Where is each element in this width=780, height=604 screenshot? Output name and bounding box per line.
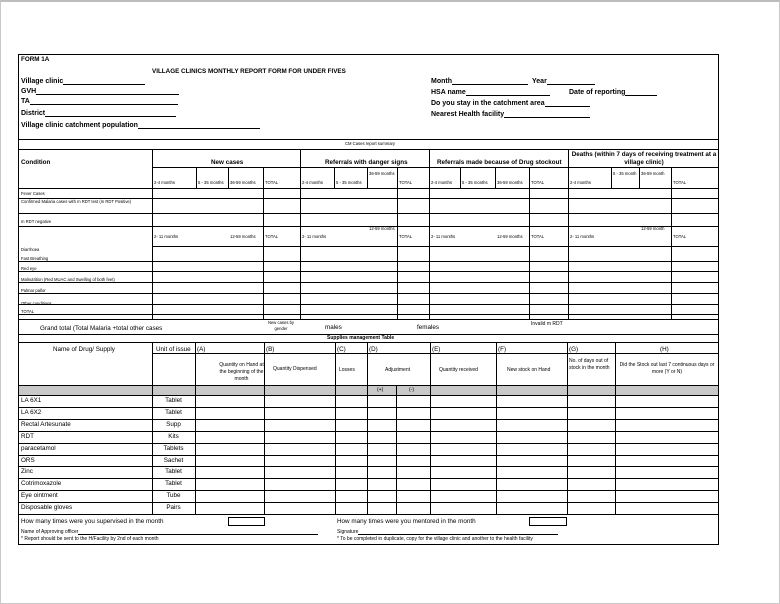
field-catchment-question[interactable] xyxy=(431,100,590,107)
col-a-letter: (A) xyxy=(197,346,206,353)
condition-row-label: Confirmed Malaria cases with m RDT test (m RDT Positive) xyxy=(21,199,132,204)
field-date-of-reporting[interactable] xyxy=(569,89,657,96)
unit-header: Unit of issue xyxy=(156,346,191,353)
supervised-count-box[interactable] xyxy=(228,517,265,526)
age-header: 5 - 35 month xyxy=(613,171,637,176)
note-left: * Report should be sent to the H/Facility by 2nd of each month xyxy=(21,536,159,542)
col-c-text: Losses xyxy=(339,367,355,373)
divider xyxy=(19,293,718,294)
field-label: Year xyxy=(532,78,547,85)
divider xyxy=(19,139,718,140)
col-h-letter: (H) xyxy=(660,346,669,353)
divider xyxy=(19,261,718,262)
divider xyxy=(19,395,718,396)
age-header: 2- 11 months xyxy=(570,234,595,239)
col-d-letter: (D) xyxy=(369,346,378,353)
divider xyxy=(19,188,718,189)
divider xyxy=(263,167,264,319)
condition-row-label: Diarrhoea xyxy=(21,247,40,252)
field-label: Village clinic xyxy=(21,78,64,85)
approving-officer-field[interactable] xyxy=(21,529,318,535)
col-a-text: Quantity on Hand at the beginning of the month xyxy=(219,362,264,382)
supplies-caption: Supplies management Table xyxy=(327,335,395,341)
condition-row-label: m RDT negative xyxy=(21,219,52,224)
divider xyxy=(264,342,265,514)
col-g-text: No. of days out of stock in the month xyxy=(569,358,610,371)
divider xyxy=(19,149,718,150)
supply-row-divider xyxy=(19,443,718,444)
supply-item-unit: Tablet xyxy=(165,397,182,404)
condition-row-label: Palmar pallor xyxy=(21,288,46,293)
condition-header: Condition xyxy=(21,159,51,166)
supply-item-name: paracetamol xyxy=(21,444,56,452)
col-c-letter: (C) xyxy=(337,346,346,353)
divider xyxy=(335,342,336,514)
supply-item-name: Rectal Artesunate xyxy=(21,420,71,428)
divider xyxy=(19,271,718,272)
divider xyxy=(334,167,335,188)
col-f-text: New stock on Hand xyxy=(507,367,551,373)
field-line xyxy=(36,94,179,95)
field-label: Name of Approving officer xyxy=(21,529,79,535)
drug-header: Name of Drug/ Supply xyxy=(53,346,115,353)
col-d-text: Adjustment xyxy=(385,367,411,373)
field-label: Nearest Health facility xyxy=(431,111,505,118)
age-header: TOTAL xyxy=(531,234,545,239)
age-header: 5 - 35 months xyxy=(462,180,488,185)
supply-item-name: RDT xyxy=(21,432,34,440)
field-line xyxy=(452,84,528,85)
supply-item-name: LA 6X1 xyxy=(21,397,42,404)
age-header: 12-59 months xyxy=(369,226,395,231)
supply-row-divider xyxy=(19,455,718,456)
divider xyxy=(367,167,368,188)
field-line xyxy=(466,95,550,96)
supply-row-divider xyxy=(19,407,718,408)
group-deaths: Deaths (within 7 days of receiving treatment at a village clinic) xyxy=(571,151,717,166)
field-line xyxy=(358,534,558,535)
supply-item-unit: Tube xyxy=(166,492,181,500)
divider xyxy=(396,385,397,514)
supply-row-divider xyxy=(19,502,718,503)
field-line xyxy=(30,104,178,105)
supplies-shaded-band xyxy=(19,385,718,395)
age-header: TOTAL xyxy=(399,234,413,239)
supply-item-unit: Pairs xyxy=(166,504,181,512)
supply-item-unit: Tablet xyxy=(165,468,182,476)
adjustment-plus: (+) xyxy=(377,387,384,393)
divider xyxy=(19,213,718,214)
field-label: Month xyxy=(431,78,452,85)
field-ta[interactable] xyxy=(21,98,178,105)
supply-row-divider xyxy=(19,478,718,479)
col-e-letter: (E) xyxy=(432,346,441,353)
age-header: 2-4 months xyxy=(570,180,591,185)
field-line xyxy=(138,128,260,129)
males-label: males xyxy=(325,324,342,331)
supply-item-unit: Tablets xyxy=(163,444,184,452)
field-line xyxy=(545,106,590,107)
divider xyxy=(300,149,301,319)
age-header: 2-4 months xyxy=(302,180,323,185)
col-g-letter: (G) xyxy=(569,346,579,353)
divider xyxy=(429,149,430,319)
group-referrals-danger: Referrals with danger signs xyxy=(325,159,408,166)
age-header: 2-4 months xyxy=(154,180,175,185)
age-header: 2- 11 months xyxy=(154,234,179,239)
col-b-text: Quantity Dispensed xyxy=(273,366,317,372)
field-line xyxy=(547,84,595,85)
field-label: Signature xyxy=(337,529,359,535)
divider xyxy=(19,314,718,315)
divider xyxy=(19,282,718,283)
divider xyxy=(639,167,640,188)
supply-item-name: Disposable gloves xyxy=(21,504,73,512)
age-header: TOTAL xyxy=(399,180,413,185)
divider xyxy=(19,319,718,320)
mentored-count-box[interactable] xyxy=(529,517,567,526)
divider xyxy=(611,167,612,188)
form-id: FORM 1A xyxy=(21,56,50,63)
col-e-text: Quantity received xyxy=(439,367,478,373)
field-label: District xyxy=(21,110,46,117)
age-header: 12-59 month xyxy=(641,226,665,231)
divider xyxy=(397,167,398,319)
divider xyxy=(460,167,461,188)
age-header: 36-59 months xyxy=(497,180,523,185)
divider xyxy=(430,342,431,514)
field-label: GVH xyxy=(21,88,37,95)
supply-item-unit: Tablet xyxy=(165,480,182,488)
supply-row-divider xyxy=(19,431,718,432)
condition-row-label: Fever Cases xyxy=(21,191,45,196)
divider xyxy=(495,167,496,188)
signature-field[interactable] xyxy=(337,529,558,535)
divider xyxy=(152,342,153,514)
supply-row-divider xyxy=(19,466,718,467)
group-referrals-stockout: Referrals made because of Drug stockout xyxy=(437,159,562,166)
field-hsa-name[interactable] xyxy=(431,89,550,96)
note-right: * To be completed in duplicate, copy for the village clinic and another to the health facility xyxy=(337,536,533,542)
field-district[interactable] xyxy=(21,110,176,117)
divider xyxy=(152,246,718,247)
divider xyxy=(568,149,569,319)
condition-row-label: Red eye xyxy=(21,266,37,271)
field-line xyxy=(63,84,145,85)
divider xyxy=(496,342,497,514)
age-header: 36-59 months xyxy=(369,171,395,176)
supply-item-unit: Tablet xyxy=(165,408,182,416)
divider xyxy=(615,342,616,514)
divider xyxy=(152,353,718,354)
adjustment-minus: (-) xyxy=(409,387,414,393)
supply-item-unit: Supp xyxy=(166,420,181,428)
divider xyxy=(529,167,530,319)
supply-row-divider xyxy=(19,419,718,420)
age-header: TOTAL xyxy=(673,180,687,185)
divider xyxy=(196,167,197,188)
divider xyxy=(195,342,196,514)
age-header: 12-59 months xyxy=(230,234,256,239)
age-header: TOTAL xyxy=(531,180,545,185)
divider xyxy=(671,167,672,319)
divider xyxy=(19,385,718,386)
age-header: TOTAL xyxy=(265,234,279,239)
divider xyxy=(152,149,153,319)
age-header: 2- 11 months xyxy=(431,234,456,239)
mentored-question: How many times were you mentored in the month xyxy=(337,518,476,525)
supply-item-name: Eye ointment xyxy=(21,492,58,500)
supply-item-unit: Kits xyxy=(168,432,179,440)
condition-row-label: Other conditions xyxy=(21,301,52,306)
divider xyxy=(19,342,718,343)
divider xyxy=(19,304,718,305)
col-b-letter: (B) xyxy=(266,346,275,353)
field-label: Do you stay in the catchment area xyxy=(431,100,545,107)
field-month[interactable] xyxy=(431,78,528,85)
field-nearest-facility[interactable] xyxy=(431,111,590,118)
cm-caption: CM Cases report summary xyxy=(345,141,396,146)
supervised-question: How many times were you supervised in the month xyxy=(21,518,164,525)
condition-row-label: Fast Breathing xyxy=(21,256,49,261)
supply-item-unit: Sachet xyxy=(163,456,184,464)
grand-total-label: Grand total (Total Malaria +total other cases xyxy=(40,325,163,332)
field-gvh[interactable] xyxy=(21,88,179,95)
females-label: females xyxy=(417,324,440,331)
col-f-letter: (F) xyxy=(498,346,507,353)
divider xyxy=(567,342,568,514)
field-line xyxy=(78,534,318,535)
supply-item-name: ORS xyxy=(21,456,35,464)
divider xyxy=(228,167,229,188)
age-header: 36-59 month xyxy=(641,171,665,176)
supply-row-divider xyxy=(19,490,718,491)
supply-item-name: Zinc xyxy=(21,468,33,476)
field-line xyxy=(504,117,590,118)
supply-item-name: LA 6X2 xyxy=(21,408,42,416)
field-label: TA xyxy=(21,98,30,105)
report-form xyxy=(18,54,719,545)
field-label: Date of reporting xyxy=(569,89,626,96)
by-gender-label: New cases by gender xyxy=(267,320,295,331)
age-header: 2- 11 months xyxy=(302,234,327,239)
field-label: HSA name xyxy=(431,89,466,96)
age-header: 2-4 months xyxy=(431,180,452,185)
field-line xyxy=(45,116,176,117)
field-catchment-population[interactable] xyxy=(21,122,260,129)
invalid-rdt-label: Invalid m RDT xyxy=(531,321,563,327)
age-header: 36-59 months xyxy=(230,180,256,185)
field-year[interactable] xyxy=(532,78,595,85)
age-header: 5 - 35 months xyxy=(336,180,362,185)
field-village-clinic[interactable] xyxy=(21,78,145,85)
group-new-cases: New cases xyxy=(211,159,244,166)
field-label: Village clinic catchment population xyxy=(21,122,138,129)
divider xyxy=(19,514,718,515)
form-title: VILLAGE CLINICS MONTHLY REPORT FORM FOR UNDER FIVES xyxy=(152,68,346,75)
divider xyxy=(152,167,718,168)
field-line xyxy=(625,95,657,96)
age-header: TOTAL xyxy=(265,180,279,185)
divider xyxy=(367,342,368,514)
age-header: 5 - 35 months xyxy=(198,180,224,185)
age-header: TOTAL xyxy=(673,234,687,239)
age-header: 12-59 months xyxy=(497,234,523,239)
condition-row-label: Malnutrition (Red MUAC and Swelling of both feet) xyxy=(21,277,115,282)
col-h-text: Did the Stock out last 7 continuous days or more (Y or N) xyxy=(619,362,715,375)
supply-item-name: Cotrimoxazole xyxy=(21,480,62,488)
condition-row-label: TOTAL xyxy=(21,309,35,314)
